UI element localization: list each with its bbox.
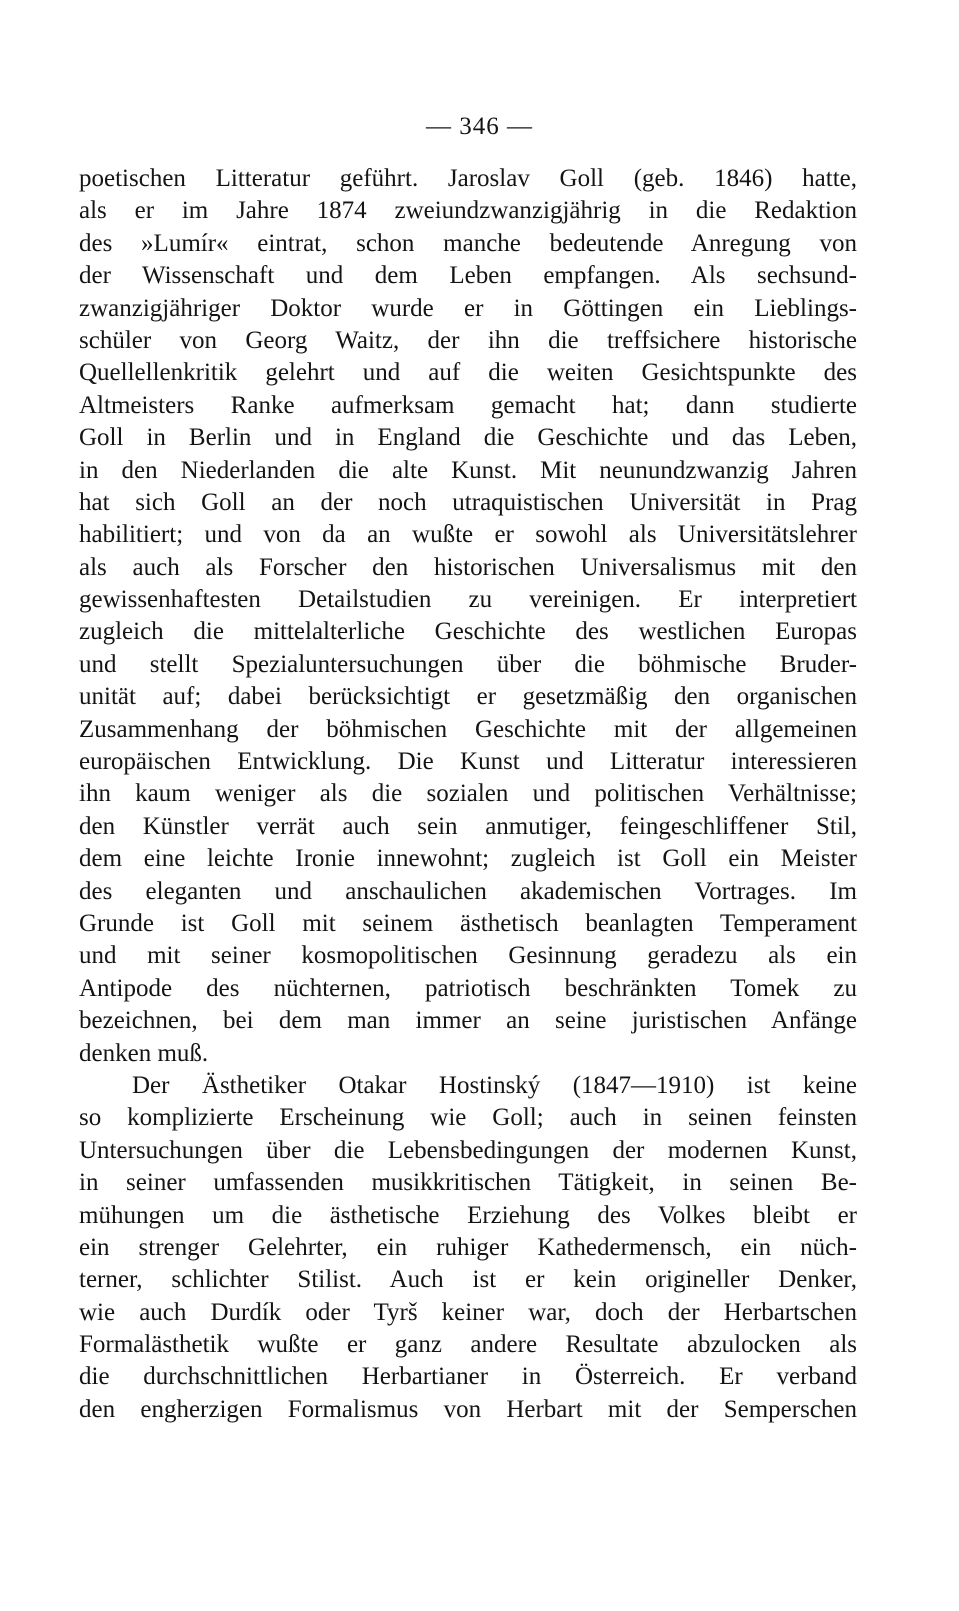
paragraph-hostinsky xyxy=(79,1070,857,1426)
text-line: Untersuchungen über die Lebensbedingungen der modernen Kunst, xyxy=(79,1136,857,1164)
text-line: poetischen Litteratur geführt. Jaroslav Goll (geb. 1846) hatte, xyxy=(79,165,857,192)
text-line: den engherzigen Formalismus von Herbart mit der Semperschen xyxy=(79,1395,857,1423)
text-line: des eleganten und anschaulichen akademischen Vortrages. Im xyxy=(79,877,857,905)
text-line: in den Niederlanden die alte Kunst. Mit neunundzwanzig Jahren xyxy=(79,456,857,484)
text-line: zugleich die mittelalterliche Geschichte des westlichen Europas xyxy=(79,618,857,646)
text-line: zwanzigjähriger Doktor wurde er in Göttingen ein Lieblings- xyxy=(79,294,857,322)
text-line: Der Ästhetiker Otakar Hostinský (1847—1910) ist keine xyxy=(132,1071,857,1099)
text-line: bezeichnen, bei dem man immer an seine juristischen Anfänge xyxy=(79,1007,857,1035)
text-line: den Künstler verrät auch sein anmutiger, feingeschliffener Stil, xyxy=(79,812,857,840)
text-line: unität auf; dabei berücksichtigt er gesetzmäßig den organischen xyxy=(79,683,857,711)
text-line: gewissenhaftesten Detailstudien zu vereinigen. Er interpretiert xyxy=(79,586,857,614)
text-line: und stellt Spezialuntersuchungen über die böhmische Bruder- xyxy=(79,650,857,678)
text-line: die durchschnittlichen Herbartianer in Österreich. Er verband xyxy=(79,1363,857,1391)
text-line: als er im Jahre 1874 zweiundzwanzigjährig in die Redaktion xyxy=(79,197,857,225)
text-line: denken muß. xyxy=(79,1039,209,1067)
text-line: der Wissenschaft und dem Leben empfangen. Als sechsund- xyxy=(79,262,857,290)
text-line: als auch als Forscher den historischen Universalismus mit den xyxy=(79,553,857,581)
paragraph-goll xyxy=(79,163,857,1070)
text-line: europäischen Entwicklung. Die Kunst und Litteratur interessieren xyxy=(79,748,857,776)
text-line: in seiner umfassenden musikkritischen Tätigkeit, in seinen Be- xyxy=(79,1169,857,1197)
text-line: schüler von Georg Waitz, der ihn die treffsichere historische xyxy=(79,326,857,354)
text-line: dem eine leichte Ironie innewohnt; zugleich ist Goll ein Meister xyxy=(79,845,857,873)
text-line: so komplizierte Erscheinung wie Goll; auch in seinen feinsten xyxy=(79,1104,857,1132)
text-line: Altmeisters Ranke aufmerksam gemacht hat; dann studierte xyxy=(79,391,857,419)
text-line: mühungen um die ästhetische Erziehung des Volkes bleibt er xyxy=(79,1201,857,1229)
text-line: Grunde ist Goll mit seinem ästhetisch beanlagten Temperament xyxy=(79,909,857,937)
text-line: Goll in Berlin und in England die Geschichte und das Leben, xyxy=(79,424,857,452)
text-line: des »Lumír« eintrat, schon manche bedeutende Anregung von xyxy=(79,229,857,257)
text-line: ihn kaum weniger als die sozialen und politischen Verhältnisse; xyxy=(79,780,857,808)
text-line: Formalästhetik wußte er ganz andere Resultate abzulocken als xyxy=(79,1331,857,1359)
text-line: wie auch Durdík oder Tyrš keiner war, doch der Herbartschen xyxy=(79,1298,857,1326)
body-text xyxy=(79,163,857,1426)
text-line: hat sich Goll an der noch utraquistischen Universität in Prag xyxy=(79,488,857,516)
text-line: ein strenger Gelehrter, ein ruhiger Kathedermensch, ein nüch- xyxy=(79,1233,857,1261)
text-line: Quellellenkritik gelehrt und auf die weiten Gesichtspunkte des xyxy=(79,359,857,387)
page-number: — 346 — xyxy=(426,113,533,140)
text-line: Zusammenhang der böhmischen Geschichte mit der allgemeinen xyxy=(79,715,857,743)
text-line: habilitiert; und von da an wußte er sowohl als Universitätslehrer xyxy=(79,521,857,549)
text-line: terner, schlichter Stilist. Auch ist er kein origineller Denker, xyxy=(79,1266,857,1294)
text-line: und mit seiner kosmopolitischen Gesinnung geradezu als ein xyxy=(79,942,857,970)
text-line: Antipode des nüchternen, patriotisch beschränkten Tomek zu xyxy=(79,974,857,1002)
